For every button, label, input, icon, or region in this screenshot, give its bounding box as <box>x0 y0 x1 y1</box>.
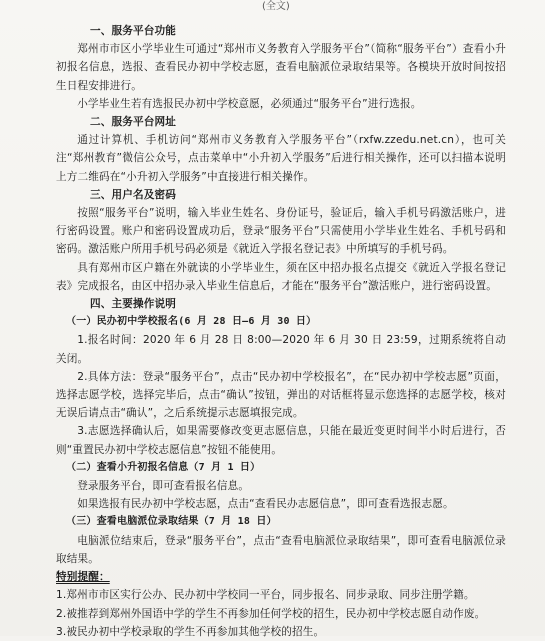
section-title-username-password: 三、用户名及密码 <box>90 188 176 201</box>
paragraph: 按照“服务平台”说明，输入毕业生姓名、身份证号，验证后，输入手机号码激活账户，进行密码设置。账户和密码设置成功后，登录“服务平台”只需使用小学毕业生姓名、手机号码和密码。激活账户所用手机号码必须是《就近入学报名登记表》中所填写的手机号码。 <box>56 207 506 256</box>
subsection-title-view-registration: （二）查看小升初报名信息（7 月 1 日） <box>66 461 261 473</box>
paragraph: 郑州市市区小学毕业生可通过“郑州市义务教育入学服务平台”（简称“服务平台”）查看小升初报名信息，选报、查看民办初中学校志愿，查看电脑派位录取结果等。各模块开放时间按招生日程安排进行。 <box>56 43 506 92</box>
paragraph: 电脑派位结束后，登录“服务平台”，点击“查看电脑派位录取结果”，即可查看电脑派位录取结果。 <box>56 534 506 565</box>
list-item: 2.具体方法：登录“服务平台”，点击“民办初中学校报名”，在“民办初中学校志愿”页面，选择志愿学校，选择完毕后，点击“确认”按钮，弹出的对话框将显示您选择的志愿学校，核对无误后请点击“确认”，之后系统提示志愿填报完成。 <box>56 370 506 420</box>
section-title-platform-function: 一、服务平台功能 <box>90 25 176 37</box>
document-body <box>56 22 506 641</box>
section-title-operations: 四、主要操作说明 <box>90 298 176 311</box>
note-item: 1.郑州市市区实行公办、民办初中学校同一平台，同步报名、同步录取、同步注册学籍。 <box>56 589 475 602</box>
list-item: 3.志愿选择确认后，如果需要修改变更志愿信息，只能在最近变更时间半小时后进行，否则“重置民办初中学校志愿信息”按钮不能使用。 <box>56 425 506 456</box>
page-top-mark: (全文) <box>262 1 290 12</box>
notes-title: 特别提醒： <box>56 571 110 584</box>
paragraph: 小学毕业生若有选报民办初中学校意愿，必须通过“服务平台”进行选报。 <box>77 97 422 110</box>
paragraph: 具有郑州市区户籍在外就读的小学毕业生，须在区中招办报名点提交《就近入学报名登记表》完成报名，由区中招办录入毕业生信息后，才能在“服务平台”激活账户，进行密码设置。 <box>56 261 506 292</box>
list-item: 1.报名时间：2020 年 6 月 28 日 8:00—2020 年 6 月 30 日 23:59，过期系统将自动关闭。 <box>56 334 506 365</box>
note-item: 3.被民办初中学校录取的学生不再参加其他学校的招生。 <box>56 625 325 638</box>
paragraph: 如果选报有民办初中学校志愿，点击“查看民办志愿信息”，即可查看选报志愿。 <box>77 498 454 511</box>
section-title-platform-url: 二、服务平台网址 <box>90 116 176 129</box>
note-item: 2.被推荐到郑州外国语中学的学生不再参加任何学校的招生，民办初中学校志愿自动作废。 <box>56 607 486 620</box>
subsection-title-private-registration: （一）民办初中学校报名(6 月 28 日—6 月 30 日） <box>66 316 317 328</box>
paragraph: 通过计算机、手机访问“郑州市义务教育入学服务平台”（rxfw.zzedu.net.cn），也可关注“郑州教育”微信公众号，点击菜单中“小升初入学服务”后进行相关操作，还可以扫描本说明上方二维码在“小升初入学服务”中直接进行相关操作。 <box>56 134 506 183</box>
paragraph: 登录服务平台，即可查看报名信息。 <box>77 480 250 493</box>
subsection-title-view-results: （三）查看电脑派位录取结果（7 月 18 日） <box>66 516 277 528</box>
